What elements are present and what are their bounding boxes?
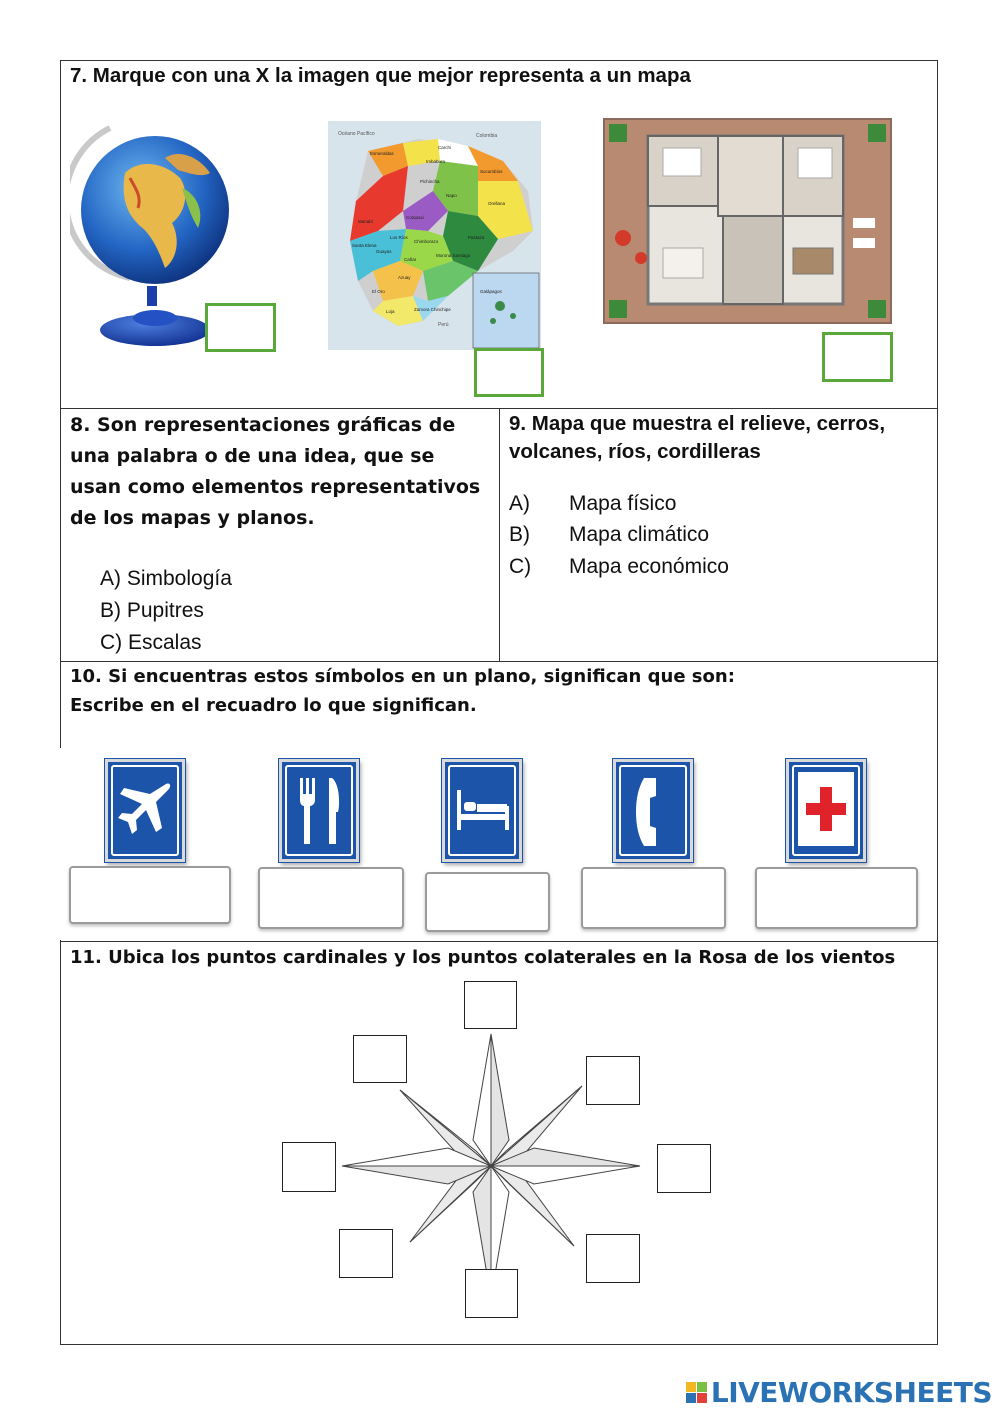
map-label-carchi: Carchi: [438, 145, 452, 150]
q7-checkbox-globe[interactable]: [205, 303, 276, 352]
map-label-los-rios: Los Ríos: [390, 235, 408, 240]
map-label-orellana: Orellana: [488, 201, 506, 206]
map-label-chimborazo: Chimborazo: [414, 239, 439, 244]
compass-box-east[interactable]: [657, 1144, 711, 1193]
compass-box-southwest[interactable]: [339, 1229, 393, 1278]
map-label-ocean: Océano Pacífico: [338, 131, 375, 137]
map-label-pastaza: Pastaza: [468, 235, 485, 240]
compass-box-northwest[interactable]: [353, 1035, 407, 1083]
map-label-loja: Loja: [386, 309, 395, 314]
airplane-sign: [105, 759, 185, 862]
q9-option-b[interactable]: Mapa climático: [569, 523, 710, 546]
hotel-sign: [442, 759, 522, 862]
map-label-galapagos: Galápagos: [480, 289, 502, 294]
compass-box-west[interactable]: [282, 1142, 336, 1192]
map-label-guayas: Guayas: [376, 249, 392, 254]
map-label-santa-elena: Santa Elena: [352, 243, 377, 248]
liveworksheets-logo: [686, 1376, 992, 1409]
q9-title: 9. Mapa que muestra el relieve, cerros, volcanes, ríos, cordilleras: [509, 412, 886, 463]
bed-icon: [453, 788, 513, 832]
q11-title: 11. Ubica los puntos cardinales y los puntos colaterales en la Rosa de los vientos: [70, 947, 896, 968]
telephone-sign: [613, 759, 693, 862]
q10-answer-telephone[interactable]: [581, 867, 726, 929]
map-label-sucumbios: Sucumbíos: [480, 169, 503, 174]
q9-option-b-letter: B): [509, 523, 530, 546]
q9-option-a[interactable]: Mapa físico: [569, 492, 677, 515]
q10-answer-airplane[interactable]: [69, 866, 231, 924]
fork-knife-icon: [296, 776, 344, 846]
house-floor-plan-image: [603, 118, 892, 324]
compass-box-south[interactable]: [465, 1269, 518, 1318]
map-label-esmeraldas: Esmeraldas: [370, 151, 394, 156]
compass-box-southeast[interactable]: [586, 1234, 640, 1283]
map-label-imbabura: Imbabura: [426, 159, 446, 164]
map-label-napo: Napo: [446, 193, 457, 198]
q8-option-c[interactable]: C) Escalas: [100, 631, 202, 654]
q7-title: 7. Marque con una X la imagen que mejor representa a un mapa: [70, 64, 691, 87]
map-label-zamora: Zamora Chinchipe: [414, 307, 451, 312]
map-label-pichincha: Pichincha: [420, 179, 440, 184]
map-label-canar: Cañar: [404, 257, 417, 262]
q9-option-c-letter: C): [509, 555, 532, 578]
liveworksheets-wordmark: LIVEWORKSHEETS: [710, 1376, 992, 1409]
border-gap: [58, 748, 63, 940]
ecuador-map-image: [328, 121, 541, 350]
map-label-manabi: Manabí: [358, 219, 374, 224]
map-label-el-oro: El Oro: [372, 289, 385, 294]
map-label-peru: Perú: [438, 322, 449, 328]
map-label-cotopaxi: Cotopaxi: [406, 215, 424, 220]
q9-option-a-letter: A): [509, 492, 530, 515]
liveworksheets-mark-icon: [686, 1382, 708, 1404]
telephone-icon: [636, 776, 670, 848]
divider-q10: [60, 941, 938, 942]
q10-answer-first-aid[interactable]: [755, 867, 918, 929]
compass-box-northeast[interactable]: [586, 1056, 640, 1105]
map-label-morona: Morona Santiago: [436, 253, 471, 258]
q10-title-line2: Escribe en el recuadro lo que significan.: [70, 695, 477, 716]
q9-option-c[interactable]: Mapa económico: [569, 555, 729, 578]
q8-title: 8. Son representaciones gráficas de una palabra o de una idea, que se usan como elementos representativos de los mapas y planos.: [70, 414, 481, 529]
red-cross-icon: [806, 787, 846, 831]
q10-answer-hotel[interactable]: [425, 872, 550, 932]
compass-box-north[interactable]: [464, 981, 517, 1029]
q10-title-line1: 10. Si encuentras estos símbolos en un plano, significan que son:: [70, 666, 735, 687]
divider-q8-q9: [499, 408, 500, 661]
q7-checkbox-plan[interactable]: [822, 332, 893, 382]
map-label-azuay: Azuay: [398, 275, 411, 280]
q7-checkbox-map[interactable]: [474, 348, 544, 397]
first-aid-sign: [786, 759, 866, 862]
q10-answer-restaurant[interactable]: [258, 867, 404, 929]
airplane-icon: [116, 778, 174, 842]
restaurant-sign: [279, 759, 359, 862]
map-label-colombia: Colombia: [476, 133, 498, 139]
q8-option-b[interactable]: B) Pupitres: [100, 599, 204, 622]
q8-option-a[interactable]: A) Simbología: [100, 567, 232, 590]
